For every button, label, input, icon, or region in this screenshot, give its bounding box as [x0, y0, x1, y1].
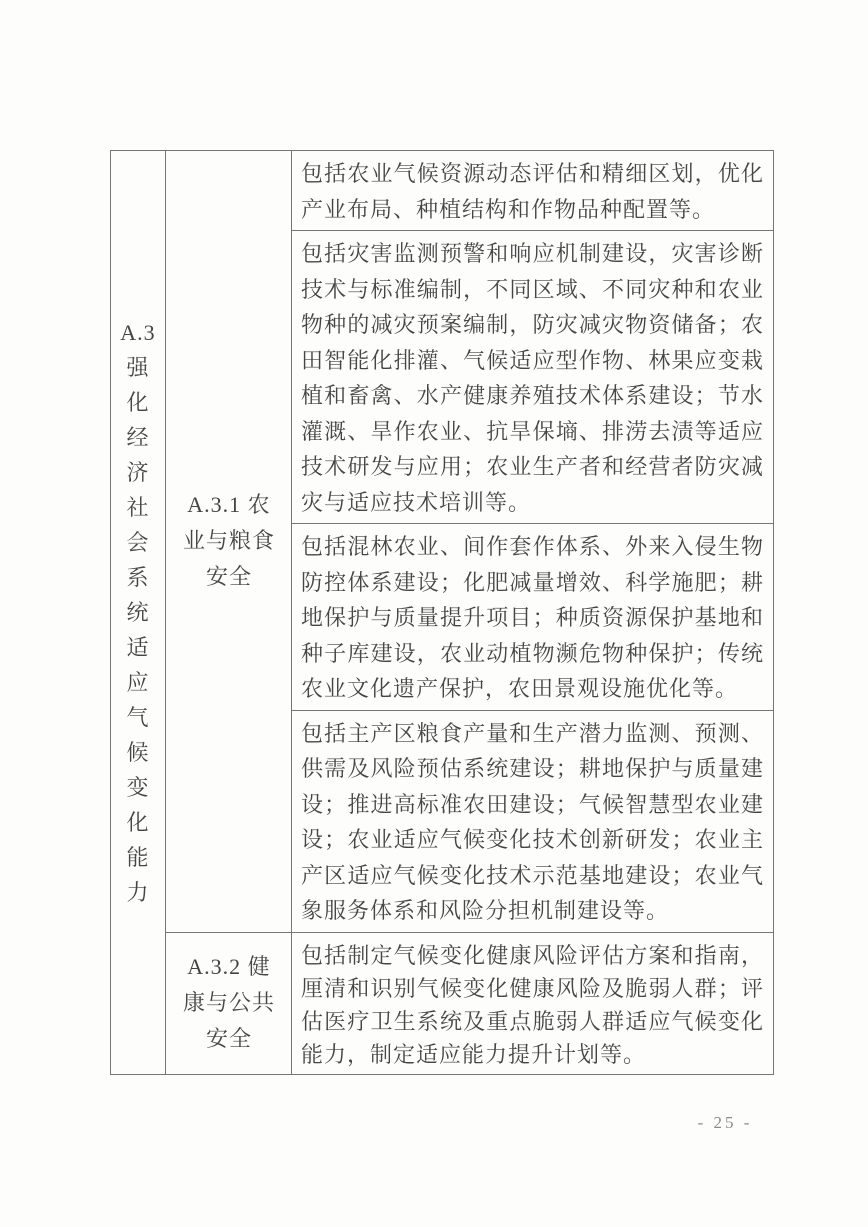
row-header-vertical-title: 强化经济社会系统适应气候变化能力: [126, 354, 150, 905]
description-cell: 包括混林农业、间作套作体系、外来入侵生物防控体系建设；化肥减量增效、科学施肥；耕地保护与质量提升项目；种质资源保护基地和种子库建设，农业动植物濒危物种保护；传统农业文化遗产保护，农田景观设施优化等。: [292, 524, 774, 711]
description-cell: 包括灾害监测预警和响应机制建设，灾害诊断技术与标准编制，不同区域、不同灾种和农业物种的减灾预案编制，防灾减灾物资储备；农田智能化排灌、气候适应型作物、林果应变栽植和畜禽、水产健康养殖技术体系建设；节水灌溉、旱作农业、抗旱保墒、排涝去渍等适应技术研发与应用；农业生产者和经营者防灾减灾与适应技术培训等。: [292, 231, 774, 524]
description-cell: 包括农业气候资源动态评估和精细区划，优化产业布局、种植结构和作物品种配置等。: [292, 151, 774, 231]
row-header-code: A.3: [120, 319, 156, 345]
adaptation-measures-table: [110, 150, 774, 1075]
table-row: [111, 932, 774, 1074]
subitem-cell-a32: [166, 932, 292, 1074]
subitem-label-a32: A.3.2 健康与公共安全: [182, 954, 275, 1051]
subitem-cell-a31: [166, 151, 292, 933]
subitem-label-a31: A.3.1 农业与粮食安全: [182, 492, 275, 590]
description-cell: 包括主产区粮食产量和生产潜力监测、预测、供需及风险预估系统建设；耕地保护与质量建设；推进高标准农田建设；气候智慧型农业建设；农业适应气候变化技术创新研发；农业主产区适应气候变化技术示范基地建设；农业气象服务体系和风险分担机制建设等。: [292, 710, 774, 932]
page-number: - 25 -: [697, 1113, 753, 1132]
description-cell: 包括制定气候变化健康风险评估方案和指南，厘清和识别气候变化健康风险及脆弱人群；评估医疗卫生系统及重点脆弱人群适应气候变化能力，制定适应能力提升计划等。: [292, 932, 774, 1074]
table-row: [111, 151, 774, 231]
row-header-cell-a3: [111, 151, 166, 1075]
